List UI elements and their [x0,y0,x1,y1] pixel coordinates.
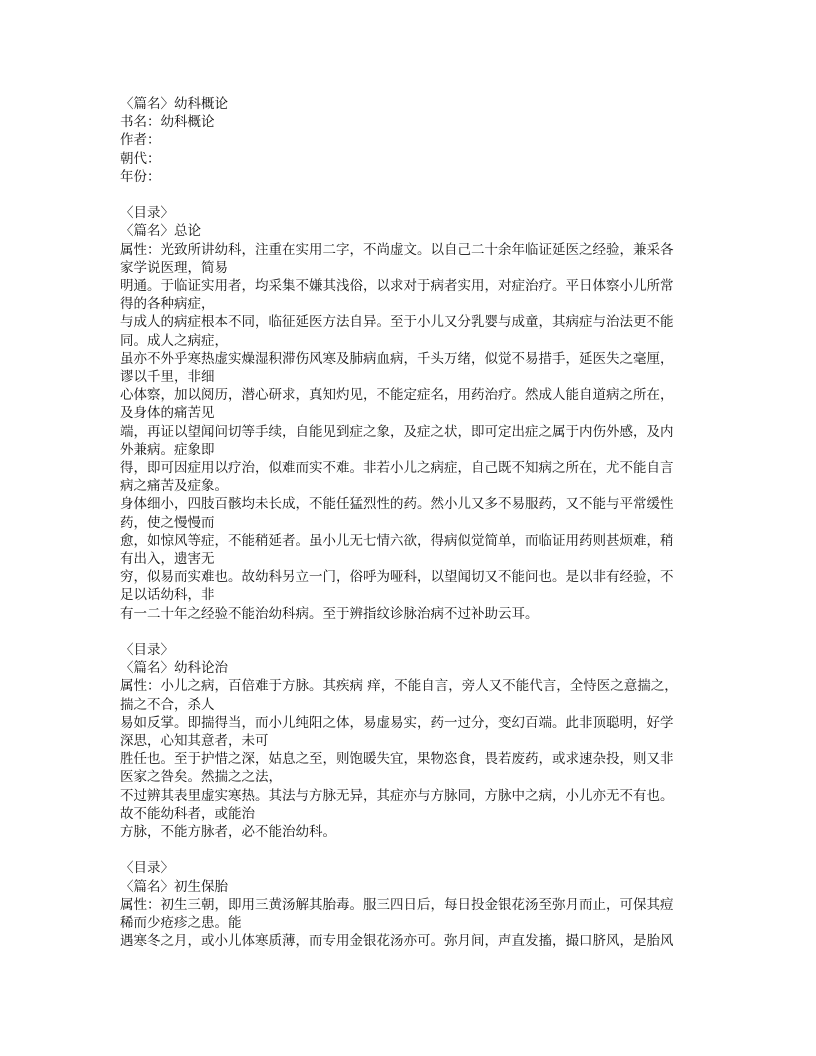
text-line: 稀而少疮疹之患。能 [120,915,242,932]
text-line: 属性：小儿之病，百倍难于方脉。其疾病 痒，不能自言，旁人又不能代言，全恃医之意揣之， [120,678,678,695]
text-line: 同。成人之病症， [120,332,228,349]
section-title: 〈篇名〉总论 [120,223,201,240]
blank-line [120,186,696,204]
text-line: 穷，似易而实难也。故幼科另立一门，俗呼为哑科，以望闻切又不能问也。是以非有经验，不 [120,569,674,586]
text-line: 与成人的病症根本不同，临征延医方法自异。至于小儿又分乳婴与成童，其病症与治法更不能 [120,314,674,331]
header-pian-ming: 〈篇名〉幼科概论 [120,96,228,112]
text-line: 属性：初生三朝，即用三黄汤解其胎毒。服三四日后，每日投金银花汤至弥月而止，可保其痘 [120,896,674,913]
text-line: 药，使之慢慢而 [120,514,215,531]
document-body [120,95,696,951]
section-title: 〈篇名〉幼科论治 [120,660,228,677]
text-line: 易如反掌。即揣得当，而小儿纯阳之体，易虚易实，药一过分，变幻百端。此非顶聪明，好学 [120,714,674,731]
text-line: 足以话幼科，非 [120,587,215,604]
section-mulu: 〈目录〉 [120,642,174,659]
text-line: 心体察，加以阅历，潜心研求，真知灼见，不能定症名，用药治疗。然成人能自道病之所在， [120,387,674,404]
header-shu-ming: 书名：幼科概论 [120,114,215,131]
text-line: 愈，如惊风等症，不能稍延者。虽小儿无七情六欲，得病似觉简单，而临证用药则甚烦难，稍 [120,532,674,549]
text-line: 故不能幼科者，或能治 [120,805,255,822]
text-line: 得，即可因症用以疗治，似难而实不难。非若小儿之病症，自己既不知病之所在，尤不能自言 [120,460,674,477]
text-line: 有一二十年之经验不能治幼科病。至于辨指纹诊脉治病不过补助云耳。 [120,605,539,622]
text-line: 揣之不合，杀人 [120,696,215,713]
text-line: 明通。于临证实用者，均采集不嫌其浅俗，以求对于病者实用，对症治疗。平日体察小儿所常 [120,278,674,295]
header-nian-fen: 年份： [120,168,161,185]
text-line: 胜任也。至于护惜之深，姑息之至，则饱暖失宜，果物恣食，畏若废药，或求速杂投，则又非 [120,751,674,768]
text-line: 谬以千里，非细 [120,369,215,386]
text-line: 虽亦不外乎寒热虚实燥湿积滞伤风寒及肺病血病，千头万绪，似觉不易措手，延医失之毫厘， [120,350,674,367]
text-line: 及身体的痛苦见 [120,405,215,422]
section-mulu: 〈目录〉 [120,205,174,222]
text-line: 身体细小，四肢百骸均未长成，不能任猛烈性的药。然小儿又多不易服药，又不能与平常缓性 [120,496,674,513]
text-line: 深思，心知其意者，未可 [120,733,269,750]
blank-line [120,841,696,859]
header-chao-dai: 朝代： [120,150,161,167]
text-line: 得的各种病症， [120,296,215,313]
section-title: 〈篇名〉初生保胎 [120,878,228,895]
text-line: 病之痛苦及症象。 [120,478,228,495]
text-line: 端，再证以望闻问切等手续，自能见到症之象，及症之状，即可定出症之属于内伤外感，及内 [120,423,674,440]
text-line: 方脉，不能方脉者，必不能治幼科。 [120,824,336,841]
text-line: 外兼病。症象即 [120,441,215,458]
text-line: 属性：光致所讲幼科，注重在实用二字，不尚虚文。以自己二十余年临证延医之经验，兼采各 [120,241,674,258]
text-line: 遇寒冬之月，或小儿体寒质薄，而专用金银花汤亦可。弥月间，声直发搐，撮口脐风，是胎风 [120,933,674,950]
text-line: 有出入，遗害无 [120,551,215,568]
text-line: 不过辨其表里虚实寒热。其法与方脉无异，其症亦与方脉同，方脉中之病，小儿亦无不有也。 [120,787,674,804]
text-line: 医家之咎矣。然揣之之法， [120,769,282,786]
blank-line [120,623,696,641]
header-zuo-zhe: 作者： [120,132,161,149]
text-line: 家学说医理，简易 [120,259,228,276]
section-mulu: 〈目录〉 [120,860,174,877]
